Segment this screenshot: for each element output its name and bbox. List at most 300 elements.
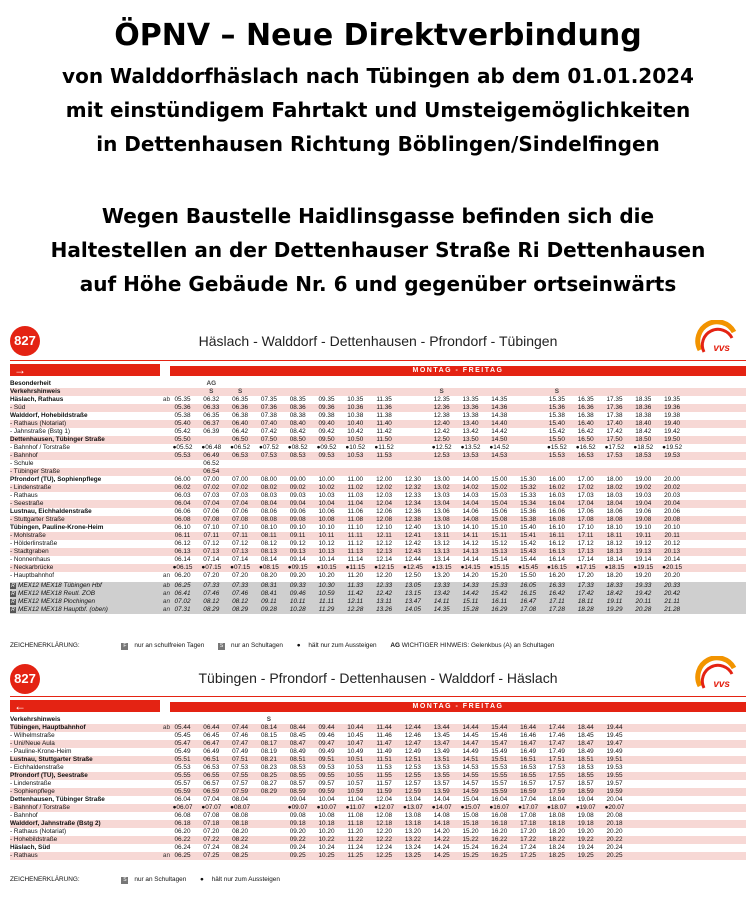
time-cell: 13.11 bbox=[376, 598, 392, 605]
time-cell: 20.11 bbox=[635, 598, 652, 605]
time-cell: 09.06 bbox=[289, 508, 306, 515]
time-cell: 06.25 bbox=[174, 582, 191, 589]
time-cell: 10.10 bbox=[318, 524, 335, 531]
time-cell: 16.42 bbox=[577, 428, 594, 435]
time-cell: 18.14 bbox=[606, 556, 623, 563]
time-cell: S bbox=[209, 388, 214, 395]
stop-name: - Mohlstraße bbox=[10, 532, 46, 539]
time-cell: 14.11 bbox=[462, 532, 479, 539]
time-cell: 10.20 bbox=[318, 572, 335, 579]
time-cell: 19.50 bbox=[664, 436, 681, 443]
time-cell: 14.14 bbox=[462, 556, 479, 563]
time-cell: 15.42 bbox=[491, 590, 508, 597]
time-cell: 07.33 bbox=[203, 582, 220, 589]
time-cell: 11.20 bbox=[347, 828, 364, 835]
time-cell: 20.42 bbox=[664, 590, 681, 597]
table-row bbox=[10, 852, 746, 860]
time-cell: 07.50 bbox=[260, 436, 277, 443]
time-cell: 06.24 bbox=[174, 844, 191, 851]
time-cell: 12.10 bbox=[376, 524, 393, 531]
time-cell: 12.34 bbox=[404, 500, 421, 507]
time-cell: 08.41 bbox=[260, 590, 277, 597]
time-cell: 20.18 bbox=[606, 820, 623, 827]
time-cell: 18.11 bbox=[606, 532, 623, 539]
time-cell: 08.42 bbox=[289, 428, 306, 435]
legend-chip: S bbox=[219, 643, 224, 649]
time-cell: 20.12 bbox=[664, 540, 681, 547]
table-row bbox=[10, 420, 746, 428]
stop-name: - Rathaus (Notariat) bbox=[10, 420, 67, 427]
time-cell: 15.30 bbox=[520, 476, 537, 483]
time-cell: 07.20 bbox=[203, 828, 220, 835]
time-cell: 05.36 bbox=[174, 404, 191, 411]
time-cell: 17.20 bbox=[520, 828, 537, 835]
time-cell: 07.35 bbox=[260, 396, 277, 403]
time-cell: 18.33 bbox=[606, 582, 623, 589]
time-cell: ●20.07 bbox=[604, 804, 625, 811]
table-row bbox=[10, 836, 746, 844]
time-cell: 14.33 bbox=[462, 582, 479, 589]
time-cell: 06.04 bbox=[174, 500, 191, 507]
time-cell: 17.36 bbox=[606, 404, 623, 411]
time-cell: 06.20 bbox=[174, 828, 191, 835]
time-cell: 17.18 bbox=[520, 820, 537, 827]
time-cell: 18.02 bbox=[606, 484, 623, 491]
time-cell: 07.20 bbox=[203, 572, 220, 579]
vvs-logo-icon bbox=[694, 320, 738, 356]
time-cell: 06.47 bbox=[203, 740, 220, 747]
time-cell: 16.11 bbox=[549, 532, 565, 539]
table-row bbox=[10, 524, 746, 532]
time-cell: 14.53 bbox=[462, 764, 479, 771]
time-cell: 08.57 bbox=[289, 780, 306, 787]
time-cell: 07.36 bbox=[260, 404, 277, 411]
time-cell: 12.50 bbox=[404, 572, 421, 579]
time-cell: ●10.15 bbox=[316, 564, 337, 571]
time-cell: 12.38 bbox=[404, 516, 421, 523]
time-cell: 15.50 bbox=[520, 572, 537, 579]
time-cell: 09.22 bbox=[289, 836, 306, 843]
time-cell: 08.08 bbox=[232, 812, 249, 819]
time-cell: 12.24 bbox=[376, 844, 393, 851]
time-cell: 19.42 bbox=[664, 428, 681, 435]
time-cell: 16.18 bbox=[491, 820, 508, 827]
route-title: Häslach - Walddorf - Dettenhausen - Pfrondorf - Tübingen bbox=[198, 333, 558, 349]
time-cell: 09.55 bbox=[318, 772, 335, 779]
table-row bbox=[10, 748, 746, 756]
stop-name: Lustnau, Eichhaldenstraße bbox=[10, 508, 92, 515]
time-cell: 07.13 bbox=[203, 548, 220, 555]
time-cell: 12.12 bbox=[376, 540, 393, 547]
stop-name: Dettenhausen, Tübinger Straße bbox=[10, 436, 105, 443]
time-cell: 06.50 bbox=[232, 436, 249, 443]
time-cell: 16.44 bbox=[520, 724, 537, 731]
time-cell: 12.36 bbox=[433, 404, 450, 411]
time-cell: 06.45 bbox=[203, 732, 220, 739]
time-cell: 05.50 bbox=[174, 436, 191, 443]
time-cell: 15.36 bbox=[520, 508, 537, 515]
time-cell: 16.57 bbox=[520, 780, 537, 787]
stop-name: Dettenhausen, Tübinger Straße bbox=[10, 796, 105, 803]
time-cell: 07.22 bbox=[203, 836, 220, 843]
time-cell: 11.53 bbox=[376, 764, 392, 771]
stop-name: - Tübinger Straße bbox=[10, 468, 60, 475]
time-cell: 07.46 bbox=[232, 590, 249, 597]
time-cell: 11.00 bbox=[347, 476, 364, 483]
time-cell: 11.49 bbox=[376, 748, 392, 755]
time-cell: 13.15 bbox=[404, 590, 421, 597]
time-cell: 18.51 bbox=[577, 756, 594, 763]
time-cell: 14.08 bbox=[462, 516, 479, 523]
time-cell: 11.11 bbox=[347, 532, 363, 539]
time-cell: ●14.52 bbox=[489, 444, 510, 451]
time-cell: 05.35 bbox=[174, 396, 191, 403]
time-cell: 17.08 bbox=[577, 516, 594, 523]
time-cell: 12.20 bbox=[376, 572, 393, 579]
time-cell: 13.33 bbox=[433, 582, 450, 589]
time-cell: 08.15 bbox=[260, 732, 277, 739]
time-cell: 07.00 bbox=[232, 476, 249, 483]
time-cell: 16.10 bbox=[548, 524, 565, 531]
stop-name: - Bahnhof bbox=[10, 812, 38, 819]
time-cell: 05.44 bbox=[174, 724, 191, 731]
time-cell: 09.12 bbox=[289, 540, 306, 547]
time-cell: 06.10 bbox=[174, 524, 191, 531]
time-cell: 10.57 bbox=[347, 780, 364, 787]
time-cell: 19.03 bbox=[635, 492, 652, 499]
time-cell: 12.08 bbox=[376, 812, 393, 819]
legend-title: ZEICHENERKLÄRUNG: bbox=[10, 876, 80, 883]
time-cell: 16.03 bbox=[548, 492, 565, 499]
time-cell: 09.51 bbox=[318, 756, 335, 763]
time-cell: 06.03 bbox=[174, 492, 191, 499]
time-cell: 08.06 bbox=[260, 508, 277, 515]
time-cell: 06.11 bbox=[174, 532, 191, 539]
time-cell: 10.11 bbox=[318, 532, 335, 539]
time-cell: 13.04 bbox=[433, 500, 450, 507]
time-cell: ●19.15 bbox=[633, 564, 654, 571]
regional-train-icon: R bbox=[11, 583, 15, 589]
time-cell: 17.04 bbox=[577, 500, 594, 507]
time-cell: 08.14 bbox=[260, 724, 277, 731]
table-row bbox=[10, 780, 746, 788]
time-cell: ●12.07 bbox=[374, 804, 395, 811]
time-cell: 17.02 bbox=[577, 484, 594, 491]
arrival-departure-flag: an bbox=[162, 606, 170, 613]
time-cell: 20.33 bbox=[664, 582, 681, 589]
time-cell: 11.25 bbox=[347, 852, 364, 859]
time-cell: 12.18 bbox=[376, 820, 393, 827]
arrival-departure-flag: ab bbox=[162, 724, 170, 731]
time-cell: 16.24 bbox=[491, 844, 508, 851]
time-cell: 08.51 bbox=[289, 756, 306, 763]
time-cell: 19.18 bbox=[577, 820, 594, 827]
table-row bbox=[10, 820, 746, 828]
stop-name: - Stadtgraben bbox=[10, 548, 49, 555]
time-cell: 18.04 bbox=[548, 796, 565, 803]
time-cell: 13.51 bbox=[433, 756, 450, 763]
time-cell: 19.53 bbox=[606, 764, 623, 771]
stop-name: Häslach, Süd bbox=[10, 844, 51, 851]
time-cell: 08.04 bbox=[260, 500, 277, 507]
stop-name: - Pauline-Krone-Heim bbox=[10, 748, 72, 755]
table-row bbox=[10, 388, 746, 396]
time-cell: 20.14 bbox=[664, 556, 681, 563]
time-cell: 19.45 bbox=[606, 732, 623, 739]
time-cell: 10.04 bbox=[318, 796, 335, 803]
time-cell: S bbox=[266, 716, 272, 723]
stop-name: - Seestraße bbox=[10, 500, 44, 507]
time-cell: 18.59 bbox=[577, 788, 594, 795]
time-cell: 10.28 bbox=[289, 606, 306, 613]
time-cell: 17.14 bbox=[577, 556, 594, 563]
time-cell: 11.10 bbox=[347, 524, 364, 531]
stop-name: Tübingen, Pauline-Krone-Heim bbox=[10, 524, 104, 531]
time-cell: 15.44 bbox=[491, 724, 508, 731]
time-cell: 11.08 bbox=[347, 516, 364, 523]
time-cell: ●17.07 bbox=[518, 804, 539, 811]
time-cell: 10.03 bbox=[318, 492, 335, 499]
time-cell: 10.20 bbox=[318, 828, 335, 835]
time-cell: 12.43 bbox=[404, 548, 421, 555]
time-cell: 11.57 bbox=[376, 780, 392, 787]
line-badge: 827 bbox=[10, 664, 40, 694]
time-cell: 18.20 bbox=[548, 828, 565, 835]
table-row bbox=[10, 476, 746, 484]
time-cell: 13.06 bbox=[433, 508, 450, 515]
time-cell: 05.45 bbox=[174, 732, 191, 739]
time-cell: ●10.52 bbox=[345, 444, 366, 451]
time-cell: 12.33 bbox=[404, 492, 421, 499]
direction-arrow-bar bbox=[10, 364, 160, 376]
table-row bbox=[10, 812, 746, 820]
time-cell: 08.20 bbox=[232, 828, 249, 835]
time-cell: 13.25 bbox=[404, 852, 421, 859]
time-cell: 15.47 bbox=[491, 740, 508, 747]
time-cell: 18.22 bbox=[548, 836, 565, 843]
table-row bbox=[10, 716, 746, 724]
time-cell: 16.38 bbox=[577, 412, 594, 419]
time-cell: 19.24 bbox=[577, 844, 594, 851]
time-cell: 09.53 bbox=[318, 764, 335, 771]
time-cell: 10.14 bbox=[318, 556, 335, 563]
time-cell: 08.10 bbox=[260, 524, 277, 531]
time-cell: 18.35 bbox=[635, 396, 652, 403]
time-cell: 13.36 bbox=[462, 404, 479, 411]
arrival-departure-flag: an bbox=[162, 572, 170, 579]
time-cell: 12.30 bbox=[404, 476, 421, 483]
time-cell: 14.57 bbox=[462, 780, 479, 787]
time-cell: 17.47 bbox=[548, 740, 565, 747]
table-row bbox=[10, 732, 746, 740]
time-cell: 12.59 bbox=[404, 788, 421, 795]
time-cell: 06.55 bbox=[203, 772, 220, 779]
time-cell: 15.14 bbox=[491, 556, 508, 563]
time-cell: 11.53 bbox=[376, 452, 392, 459]
time-cell: 20.11 bbox=[664, 532, 680, 539]
time-cell: ●08.15 bbox=[258, 564, 279, 571]
time-cell: 10.04 bbox=[318, 500, 335, 507]
time-cell: 13.38 bbox=[462, 412, 479, 419]
time-cell: 16.04 bbox=[491, 796, 508, 803]
time-cell: 14.13 bbox=[462, 548, 479, 555]
time-cell: 13.11 bbox=[433, 532, 450, 539]
time-cell: 13.50 bbox=[462, 436, 479, 443]
time-cell: 18.50 bbox=[635, 436, 652, 443]
legend-item: ● hält nur zum Aussteigen bbox=[296, 642, 377, 649]
time-cell: ●18.07 bbox=[546, 804, 567, 811]
time-cell: 15.40 bbox=[548, 420, 565, 427]
stop-name: - Lindenstraße bbox=[10, 780, 52, 787]
time-cell: 06.22 bbox=[174, 836, 191, 843]
time-cell: 16.00 bbox=[548, 476, 565, 483]
time-cell: 10.50 bbox=[347, 436, 364, 443]
connection-name bbox=[10, 582, 155, 590]
time-cell: 07.14 bbox=[203, 556, 220, 563]
time-cell: 08.50 bbox=[289, 436, 306, 443]
stop-name: - Bahnhof bbox=[10, 452, 38, 459]
time-cell: 19.14 bbox=[635, 556, 652, 563]
time-cell: 10.49 bbox=[347, 748, 364, 755]
time-cell: 17.55 bbox=[548, 772, 565, 779]
time-cell: 17.40 bbox=[606, 420, 623, 427]
time-cell: 10.11 bbox=[289, 598, 306, 605]
time-cell: 11.11 bbox=[318, 598, 335, 605]
regional-train-icon: R bbox=[11, 599, 15, 605]
time-cell: 14.20 bbox=[462, 572, 479, 579]
time-cell: 06.20 bbox=[174, 572, 191, 579]
time-cell: 07.04 bbox=[232, 500, 249, 507]
time-cell: 16.53 bbox=[520, 764, 537, 771]
time-cell: 16.05 bbox=[520, 582, 537, 589]
time-cell: 16.11 bbox=[491, 598, 508, 605]
time-cell: 18.13 bbox=[606, 548, 623, 555]
time-cell: 11.36 bbox=[376, 404, 392, 411]
time-cell: ●11.07 bbox=[345, 804, 365, 811]
time-cell: 09.11 bbox=[289, 532, 306, 539]
time-cell: 19.51 bbox=[606, 756, 623, 763]
vvs-logo-text: vvs bbox=[713, 343, 730, 354]
time-cell: 19.12 bbox=[635, 540, 652, 547]
time-cell: 14.51 bbox=[462, 756, 479, 763]
time-cell: 20.04 bbox=[606, 796, 623, 803]
time-cell: 07.12 bbox=[203, 540, 220, 547]
legend-chip: ● bbox=[296, 642, 301, 649]
time-cell: 07.47 bbox=[232, 740, 249, 747]
time-cell: 13.42 bbox=[433, 590, 450, 597]
time-cell: 11.50 bbox=[376, 436, 392, 443]
time-cell: ●07.52 bbox=[258, 444, 279, 451]
table-row bbox=[10, 380, 746, 388]
time-cell: 07.00 bbox=[203, 476, 220, 483]
time-cell: 07.51 bbox=[232, 756, 249, 763]
time-cell: 05.47 bbox=[174, 740, 191, 747]
time-cell: 08.55 bbox=[289, 772, 306, 779]
time-cell: ●09.07 bbox=[287, 804, 308, 811]
time-cell: 08.22 bbox=[232, 836, 249, 843]
time-cell: 13.20 bbox=[433, 572, 450, 579]
time-cell: 19.36 bbox=[664, 404, 681, 411]
time-cell: 18.40 bbox=[635, 420, 652, 427]
stop-name: - Eichhaldenstraße bbox=[10, 764, 64, 771]
time-cell: 06.35 bbox=[232, 396, 249, 403]
time-cell: 17.20 bbox=[577, 572, 594, 579]
time-cell: 14.42 bbox=[491, 428, 508, 435]
time-cell: 17.25 bbox=[520, 852, 537, 859]
time-cell: 13.57 bbox=[433, 780, 450, 787]
time-cell: 18.00 bbox=[606, 476, 623, 483]
time-cell: 12.08 bbox=[376, 516, 393, 523]
table-row bbox=[10, 516, 746, 524]
time-cell: 10.25 bbox=[318, 852, 335, 859]
time-cell: 14.05 bbox=[404, 606, 421, 613]
time-cell: 07.08 bbox=[232, 516, 249, 523]
time-cell: 06.59 bbox=[203, 788, 220, 795]
table-row bbox=[10, 508, 746, 516]
time-cell: ●14.15 bbox=[460, 564, 481, 571]
time-cell: 15.51 bbox=[491, 756, 508, 763]
time-cell: ●19.52 bbox=[662, 444, 683, 451]
time-cell: 11.14 bbox=[347, 556, 364, 563]
time-cell: 11.42 bbox=[347, 590, 364, 597]
time-cell: 12.14 bbox=[376, 556, 393, 563]
time-cell: 15.53 bbox=[491, 764, 508, 771]
time-cell: 18.28 bbox=[577, 606, 594, 613]
time-cell: 08.25 bbox=[260, 772, 277, 779]
time-cell: 06.12 bbox=[174, 540, 191, 547]
time-cell: 08.12 bbox=[260, 540, 277, 547]
time-cell: 08.14 bbox=[260, 556, 277, 563]
time-cell: ●13.15 bbox=[431, 564, 452, 571]
time-cell: 20.28 bbox=[635, 606, 652, 613]
time-cell: 12.53 bbox=[404, 764, 421, 771]
time-cell: 15.43 bbox=[520, 548, 537, 555]
time-cell: ●06.48 bbox=[201, 444, 222, 451]
time-cell: ●15.45 bbox=[518, 564, 539, 571]
time-cell: 05.55 bbox=[174, 772, 191, 779]
time-cell: 08.19 bbox=[260, 748, 277, 755]
time-cell: 05.53 bbox=[174, 452, 191, 459]
time-cell: 06.54 bbox=[203, 468, 220, 475]
time-cell: 16.14 bbox=[548, 556, 565, 563]
time-cell: 13.22 bbox=[404, 836, 421, 843]
time-cell: 15.08 bbox=[491, 516, 508, 523]
time-cell: 07.38 bbox=[260, 412, 277, 419]
time-cell: 06.13 bbox=[174, 548, 191, 555]
time-cell: 17.08 bbox=[520, 606, 537, 613]
time-cell: 17.06 bbox=[577, 508, 594, 515]
time-cell: 17.42 bbox=[606, 428, 623, 435]
time-cell: 08.53 bbox=[289, 452, 306, 459]
time-cell: 12.44 bbox=[404, 556, 421, 563]
arrival-departure-flag: ab bbox=[162, 582, 170, 589]
time-cell: ●07.07 bbox=[201, 804, 222, 811]
time-cell: 17.59 bbox=[548, 788, 565, 795]
time-cell: 06.42 bbox=[232, 428, 249, 435]
time-cell: 12.42 bbox=[376, 590, 393, 597]
time-cell: ●17.52 bbox=[604, 444, 625, 451]
time-cell: 12.20 bbox=[376, 828, 393, 835]
time-cell: 10.06 bbox=[318, 508, 335, 515]
time-cell: 14.50 bbox=[491, 436, 508, 443]
time-cell: ●06.52 bbox=[230, 444, 251, 451]
time-cell: 20.02 bbox=[664, 484, 681, 491]
time-cell: 06.38 bbox=[232, 412, 249, 419]
time-cell: 12.32 bbox=[404, 484, 421, 491]
time-cell: ●16.52 bbox=[575, 444, 596, 451]
time-cell: 12.11 bbox=[347, 598, 364, 605]
time-cell: 19.08 bbox=[635, 516, 652, 523]
